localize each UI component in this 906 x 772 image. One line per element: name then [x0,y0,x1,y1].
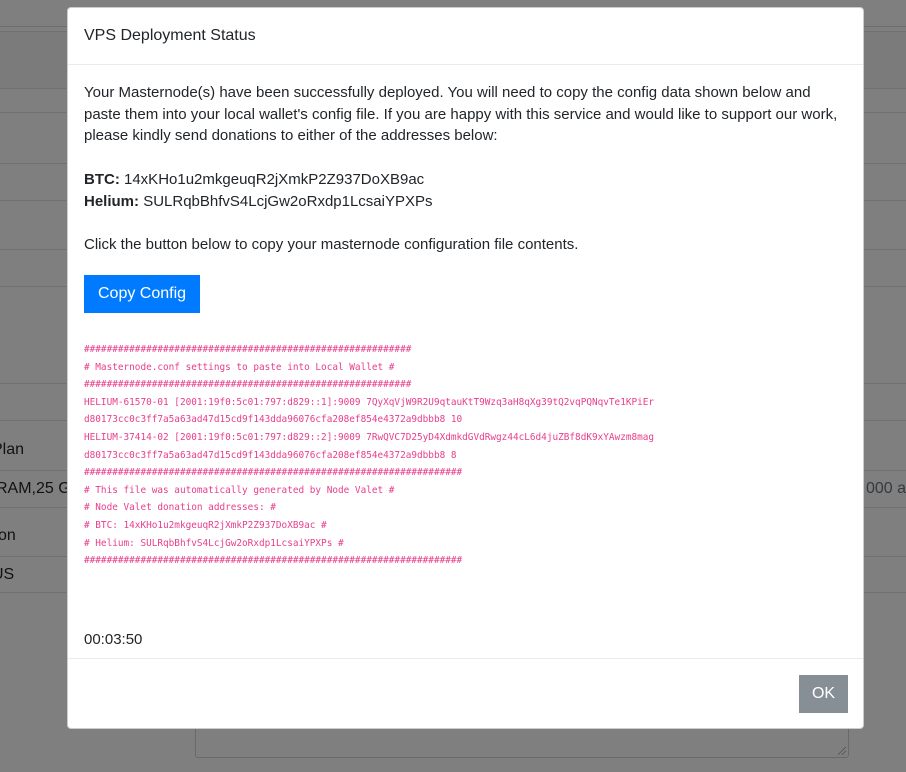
config-line: ########################################################## [84,379,412,391]
countdown-timer: 00:03:50 [84,631,143,648]
deployment-status-modal [67,7,864,729]
helium-address-row [84,191,849,213]
config-line: # BTC: 14xKHo1u2mkgeuqR2jXmkP2Z937DoXB9ac # [84,519,327,531]
copy-config-button[interactable]: Copy Config [84,275,200,313]
helium-address: SULRqbBhfvS4LcjGw2oRxdp1LcsaiYPXPs [143,192,433,210]
btc-address-row [84,169,849,191]
copy-instruction-text: Click the button below to copy your masternode configuration file contents. [84,235,579,253]
config-line: # Helium: SULRqbBhfvS4LcjGw2oRxdp1LcsaiYPXPs # [84,537,344,549]
config-line: HELIUM-61570-01 [2001:19f0:5c01:797:d829::1]:9009 7QyXqVjW9R2U9qtauKtT9Wzq3aH8qXg39tQ2vqPQNqvTe1KPiEr [84,396,655,408]
btc-address: 14xKHo1u2mkgeuqR2jXmkP2Z937DoXB9ac [124,170,425,188]
config-line: ################################################################### [84,555,463,567]
config-line: d80173cc0c3ff7a5a63ad47d15cd9f143dda96076cfa208ef854e4372a9dbbb8 8 [84,449,457,461]
ok-button[interactable]: OK [799,675,848,713]
helium-label: Helium: [84,192,140,210]
config-line: d80173cc0c3ff7a5a63ad47d15cd9f143dda96076cfa208ef854e4372a9dbbb8 10 [84,414,463,426]
modal-footer [68,658,863,728]
config-line: ########################################################## [84,344,412,355]
modal-header [68,8,863,65]
config-line: ################################################################### [84,467,463,479]
config-line: # Masternode.conf settings to paste into Local Wallet # [84,361,395,373]
modal-title: VPS Deployment Status [84,27,256,44]
intro-text: Your Masternode(s) have been successfully deployed. You will need to copy the config data shown below and paste them into your local wallet's config file. If you are happy with this service and would like to support our work, please kindly send donations to either of the addresses below: [84,84,838,144]
donation-addresses [84,169,849,213]
config-line: # This file was automatically generated by Node Valet # [84,484,395,496]
config-line: HELIUM-37414-02 [2001:19f0:5c01:797:d829::2]:9009 7RwQVC7D25yD4XdmkdGVdRwgz44cL6d4juZBf8dK9xYAwzm8mag [84,431,655,443]
modal-body [84,65,849,648]
btc-label: BTC: [84,170,120,188]
masternode-config-text [84,341,654,570]
config-line: # Node Valet donation addresses: # [84,502,276,514]
